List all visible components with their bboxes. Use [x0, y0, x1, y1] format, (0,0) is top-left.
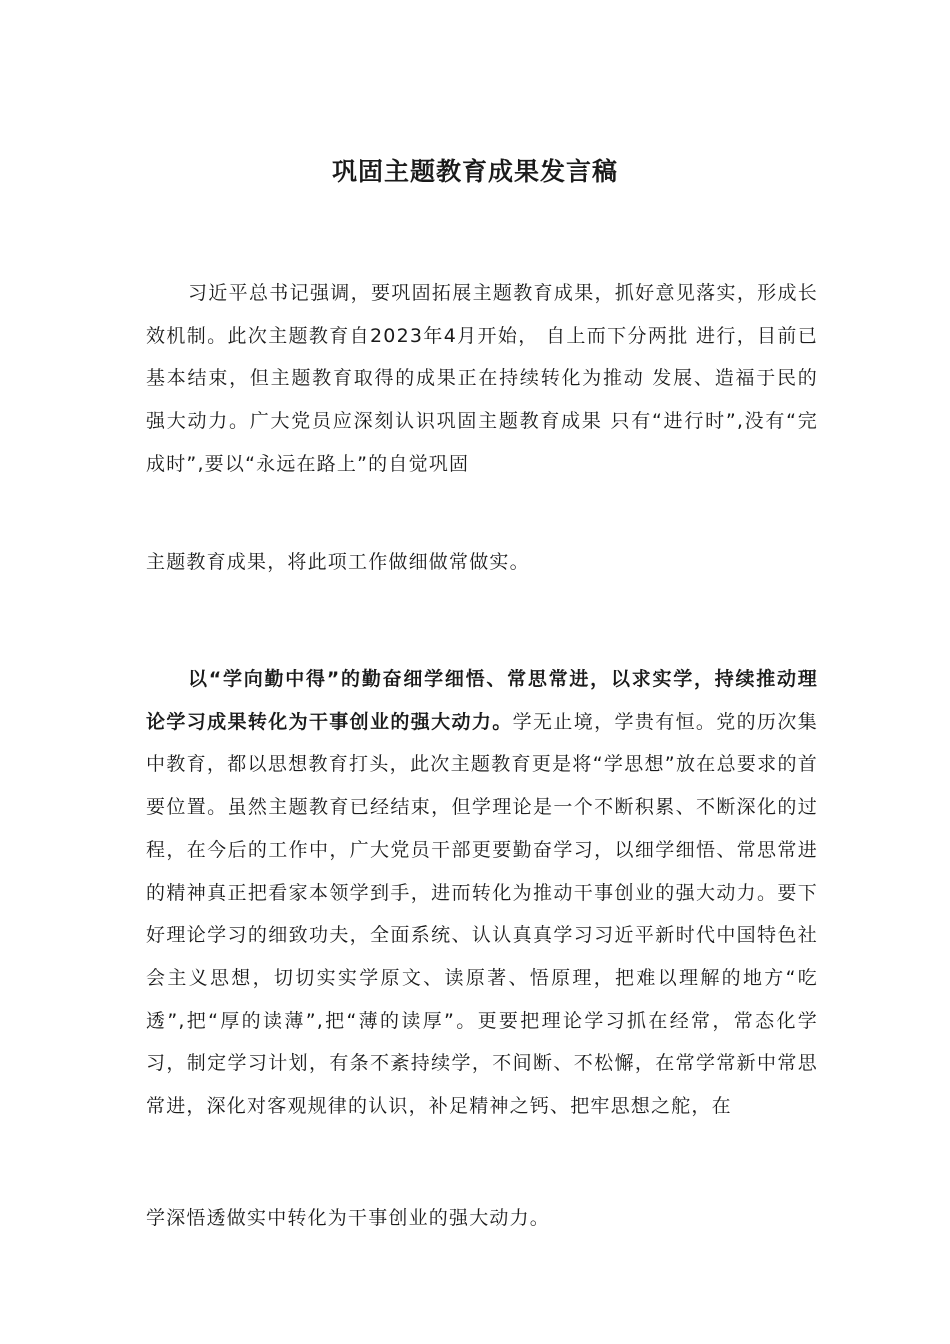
body-paragraph-text: 学无止境，学贵有恒。党的历次集中教育，都以思想教育打头，此次主题教育更是将“学思想”放在总要求的首要位置。虽然主题教育已经结束，但学理论是一个不断积累、不断深化的过程，在今后的工作中，广大党员干部更要勤奋学习，以细学细悟、常思常进的精神真正把看家本领学到手，进而转化为推动干事创业的强大动力。要下好理论学习的细致功夫，全面系统、认认真真学习习近平新时代中国特色社会主义思想，切切实实学原文、读原著、悟原理，把难以理解的地方“吃透”,把“厚的读薄”,把“薄的读厚”。更要把理论学习抓在经常，常态化学习，制定学习计划，有条不紊持续学，不间断、不松懈，在常学常新中常思常进，深化对客观规律的认识，补足精神之钙、把牢思想之舵，在 [146, 710, 818, 1118]
body-paragraph [146, 658, 818, 1128]
intro-paragraph: 习近平总书记强调，要巩固拓展主题教育成果，抓好意见落实，形成长效机制。此次主题教育自2023年4月开始， 自上而下分两批 进行，目前已基本结束，但主题教育取得的成果正在持续转化为推动 发展、造福于民的强大动力。广大党员应深刻认识巩固主题教育成果 只有“进行时”,没有“完成时”,要以“永远在路上”的自觉巩固 [146, 282, 818, 475]
intro-paragraph-continuation: 主题教育成果，将此项工作做细做常做实。 [146, 551, 530, 573]
body-paragraph-lead: 以“学向勤中得”的勤奋细学细悟、常思常进，以求实学，持续推动理论学习成果转化为干事创业的强大动力。 [146, 668, 818, 733]
body-paragraph-continuation: 学深悟透做实中转化为干事创业的强大动力。 [146, 1207, 551, 1229]
document-title: 巩固主题教育成果发言稿 [331, 157, 618, 186]
